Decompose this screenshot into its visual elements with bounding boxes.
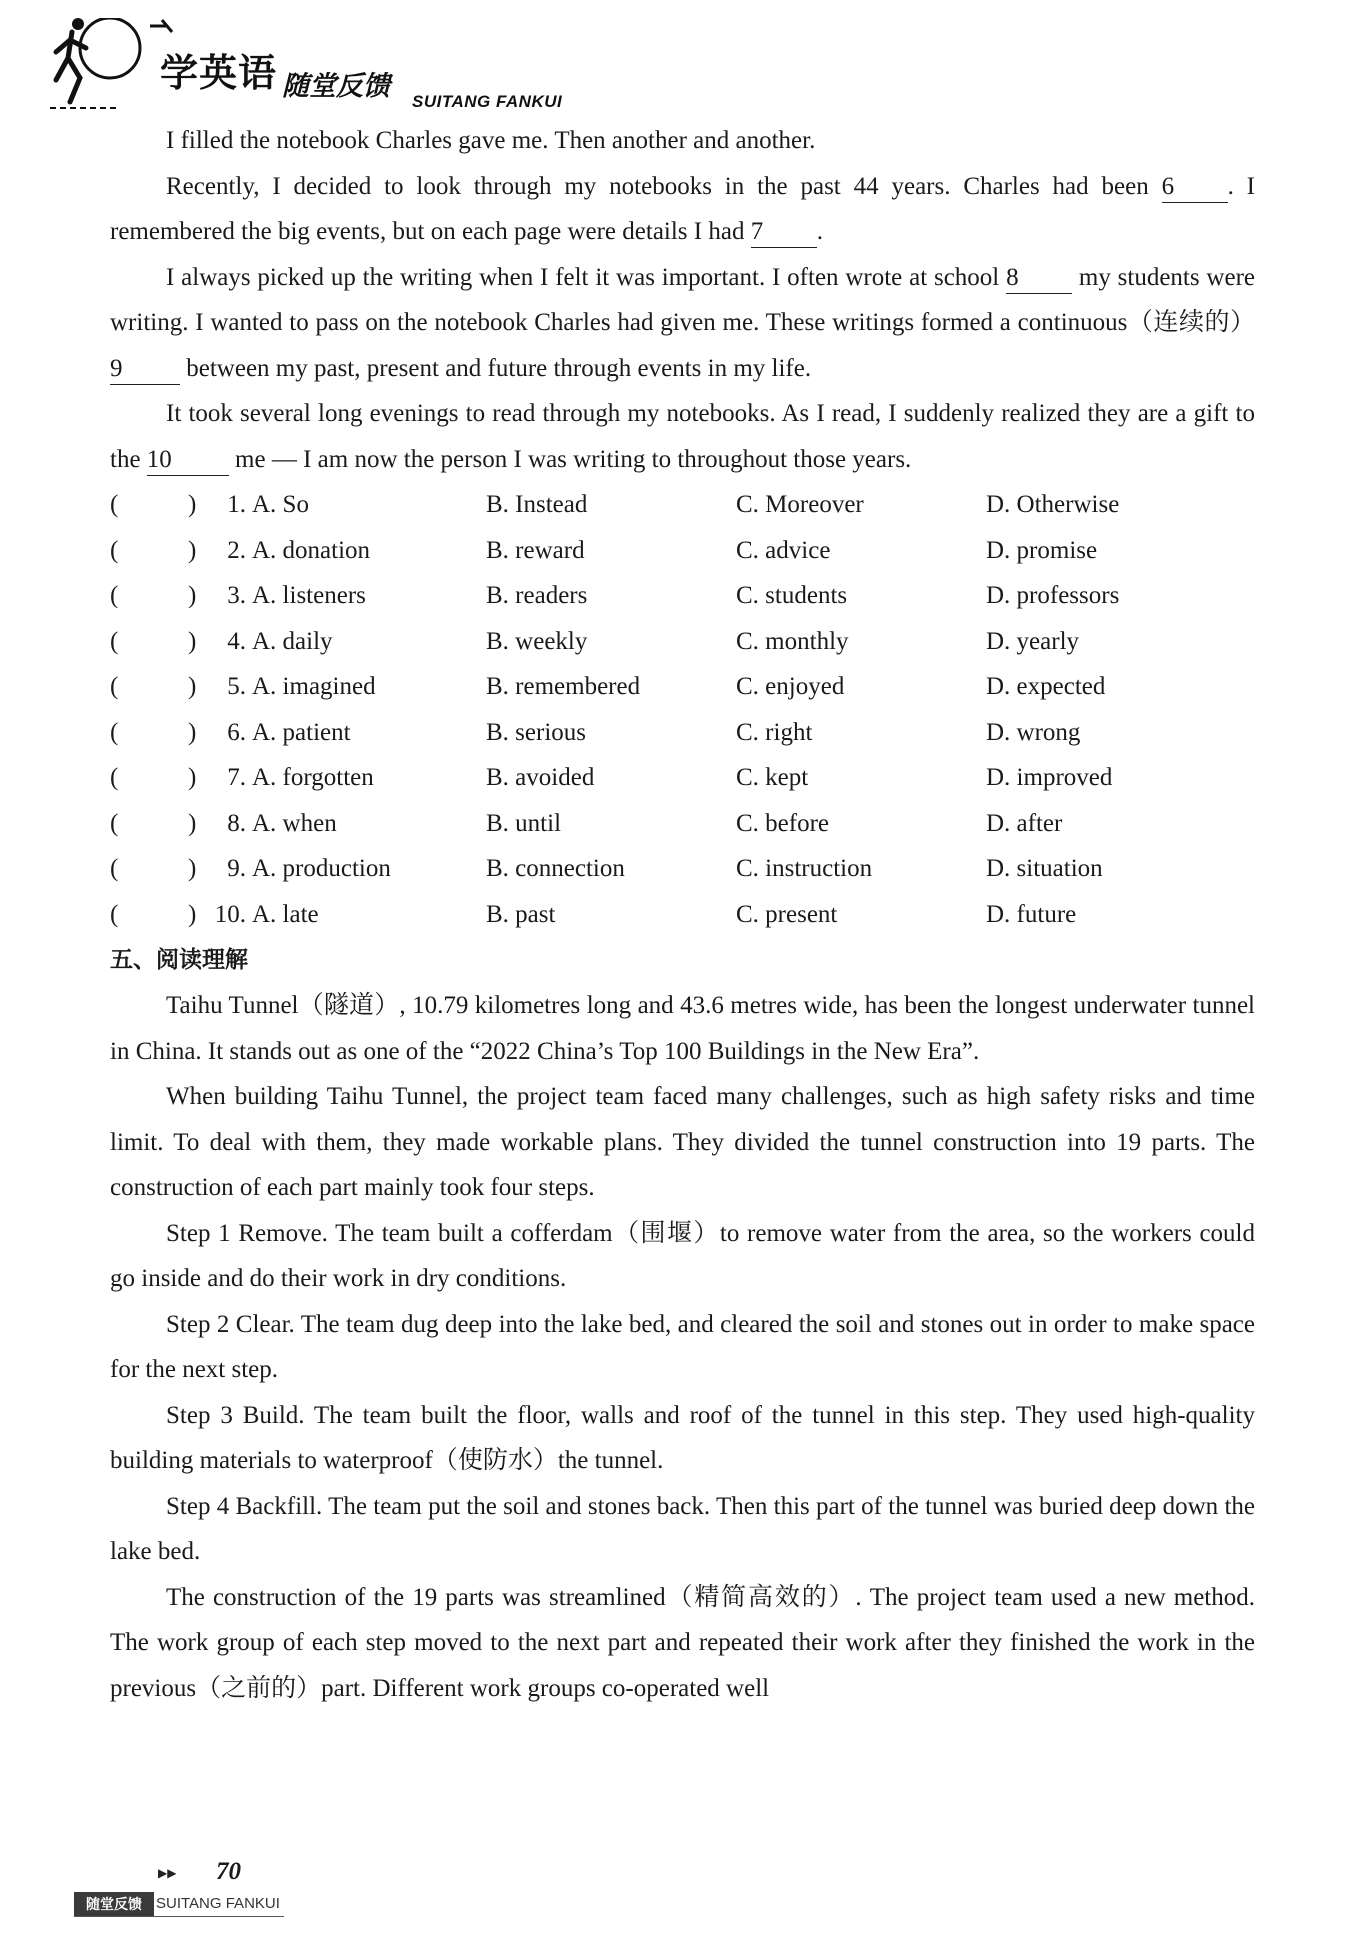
- question-number: 1.: [227, 491, 246, 518]
- option-b: B. serious: [486, 718, 586, 746]
- section-heading: 五、阅读理解: [110, 947, 248, 973]
- answer-slot[interactable]: ( ): [110, 673, 197, 700]
- text-run: I always picked up the writing when I felt it was important. I often wrote at school: [166, 263, 1000, 291]
- option-a: A. So: [252, 491, 309, 518]
- blank-6[interactable]: 6: [1162, 172, 1228, 203]
- footer-title-en: SUITANG FANKUI: [156, 1895, 280, 1912]
- question-number: 3.: [227, 582, 246, 609]
- text-run: between my past, present and future through events in my life.: [186, 354, 812, 382]
- option-b: B. past: [486, 900, 556, 928]
- reading-paragraph: Step 1 Remove. The team built a cofferdam（围堰）to remove water from the area, so the workers could go inside and do their work in dry conditions.: [110, 1219, 1255, 1292]
- option-c: C. present: [736, 900, 838, 928]
- blank-7[interactable]: 7: [751, 217, 817, 248]
- question-number: 5.: [227, 673, 246, 700]
- answer-slot[interactable]: ( ): [110, 718, 197, 746]
- question-number: 6.: [227, 718, 246, 746]
- option-b: B. readers: [486, 582, 588, 609]
- page-header: [50, 18, 650, 113]
- option-d: D. expected: [986, 673, 1106, 700]
- question-number: 4.: [227, 627, 246, 655]
- passage-paragraph: [110, 391, 1255, 482]
- blank-9[interactable]: 9: [110, 354, 180, 385]
- option-a: A. listeners: [252, 582, 366, 609]
- text-run: my students were writing. I wanted to pass on the notebook Charles had given me. These writings formed a continuous（连续的）: [110, 263, 1255, 336]
- blank-10[interactable]: 10: [147, 445, 229, 476]
- answer-slot[interactable]: ( ): [110, 764, 197, 791]
- option-a: A. forgotten: [252, 764, 374, 791]
- question-number: 9.: [227, 855, 246, 882]
- option-b: B. reward: [486, 536, 585, 564]
- option-row-8: [110, 801, 1255, 847]
- option-b: B. connection: [486, 855, 625, 882]
- option-a: A. when: [252, 809, 337, 837]
- option-row-9: [110, 846, 1255, 892]
- text-run: . I remembered the big events, but on each page were details I had: [110, 172, 1255, 245]
- answer-slot[interactable]: ( ): [110, 491, 197, 518]
- option-b: B. Instead: [486, 491, 588, 518]
- text-run: me — I am now the person I was writing to throughout those years.: [235, 445, 912, 473]
- blank-8[interactable]: 8: [1006, 263, 1072, 294]
- text-run: Recently, I decided to look through my notebooks in the past 44 years. Charles had been: [166, 172, 1149, 200]
- page-footer: [74, 1858, 374, 1922]
- option-c: C. monthly: [736, 627, 849, 655]
- passage-paragraph: [110, 255, 1255, 392]
- option-row-5: [110, 664, 1255, 710]
- option-d: D. Otherwise: [986, 491, 1120, 518]
- reading-paragraph: Step 4 Backfill. The team put the soil and stones back. Then this part of the tunnel was buried deep down the lake bed.: [110, 1492, 1255, 1565]
- answer-slot[interactable]: ( ): [110, 855, 197, 882]
- option-row-10: [110, 892, 1255, 938]
- text-run: It took several long evenings to read through my notebooks. As I read, I suddenly realized they are a gift to the: [110, 400, 1255, 473]
- option-d: D. promise: [986, 536, 1098, 564]
- option-c: C. before: [736, 809, 830, 837]
- text-run: .: [816, 218, 823, 245]
- option-a: A. daily: [252, 627, 333, 655]
- option-d: D. yearly: [986, 627, 1080, 655]
- reading-paragraph: The construction of the 19 parts was streamlined（精简高效的）. The project team used a new method. The work group of each step moved to the next part and repeated their work after they finished the work in the previous（之前的）part. Different work groups co-operated well: [110, 1583, 1255, 1702]
- option-b: B. remembered: [486, 673, 641, 700]
- option-row-3: [110, 573, 1255, 619]
- option-d: D. improved: [986, 764, 1113, 791]
- option-row-4: [110, 619, 1255, 665]
- passage-paragraph: I filled the notebook Charles gave me. Then another and another.: [166, 127, 816, 154]
- option-c: C. instruction: [736, 855, 873, 882]
- page-content: [110, 118, 1255, 1711]
- header-title-en: SUITANG FANKUI: [412, 92, 563, 111]
- option-d: D. after: [986, 809, 1063, 837]
- footer-divider: [74, 1916, 284, 1917]
- question-number: 10.: [214, 900, 246, 928]
- header-subtitle-cn: 随堂反馈: [282, 71, 390, 102]
- reading-paragraph: Step 3 Build. The team built the floor, walls and roof of the tunnel in this step. They used high-quality building materials to waterproof（使防水）the tunnel.: [110, 1401, 1255, 1474]
- option-b: B. weekly: [486, 627, 588, 655]
- option-row-1: [110, 482, 1255, 528]
- option-d: D. professors: [986, 582, 1120, 609]
- answer-slot[interactable]: ( ): [110, 627, 197, 655]
- option-a: A. imagined: [252, 673, 376, 700]
- answer-slot[interactable]: ( ): [110, 582, 197, 609]
- option-d: D. future: [986, 900, 1077, 928]
- footer-badge: 随堂反馈: [74, 1892, 154, 1916]
- question-number: 7.: [227, 764, 246, 791]
- option-b: B. until: [486, 809, 562, 837]
- option-c: C. students: [736, 582, 848, 609]
- option-row-2: [110, 528, 1255, 574]
- reading-paragraph: Taihu Tunnel（隧道）, 10.79 kilometres long and 43.6 metres wide, has been the longest underwater tunnel in China. It stands out as one of the “2022 China’s Top 100 Buildings in the New Era”.: [110, 992, 1255, 1065]
- option-d: D. situation: [986, 855, 1103, 882]
- header-title-cn: 学英语: [160, 51, 278, 95]
- answer-slot[interactable]: ( ): [110, 900, 197, 928]
- option-c: C. Moreover: [736, 491, 864, 518]
- double-arrow-icon: ▶▶: [158, 1866, 177, 1880]
- option-a: A. production: [252, 855, 391, 882]
- reading-paragraph: When building Taihu Tunnel, the project team faced many challenges, such as high safety risks and time limit. To deal with them, they made workable plans. They divided the tunnel construction into 19 parts. The construction of each part mainly took four steps.: [110, 1083, 1255, 1201]
- passage-paragraph: [110, 164, 1255, 255]
- answer-slot[interactable]: ( ): [110, 536, 197, 564]
- answer-slot[interactable]: ( ): [110, 809, 197, 837]
- option-c: C. enjoyed: [736, 673, 845, 700]
- option-a: A. patient: [252, 718, 351, 746]
- option-b: B. avoided: [486, 764, 595, 791]
- option-c: C. advice: [736, 536, 831, 564]
- question-number: 2.: [227, 536, 246, 564]
- option-d: D. wrong: [986, 718, 1081, 746]
- option-a: A. late: [252, 900, 319, 928]
- option-c: C. right: [736, 718, 813, 746]
- question-number: 8.: [227, 809, 246, 837]
- option-row-6: [110, 710, 1255, 756]
- option-row-7: [110, 755, 1255, 801]
- options-list: [110, 482, 1255, 937]
- page-number: 70: [216, 1858, 241, 1885]
- reading-paragraph: Step 2 Clear. The team dug deep into the lake bed, and cleared the soil and stones out in order to make space for the next step.: [110, 1310, 1255, 1383]
- option-a: A. donation: [252, 536, 371, 564]
- option-c: C. kept: [736, 764, 809, 791]
